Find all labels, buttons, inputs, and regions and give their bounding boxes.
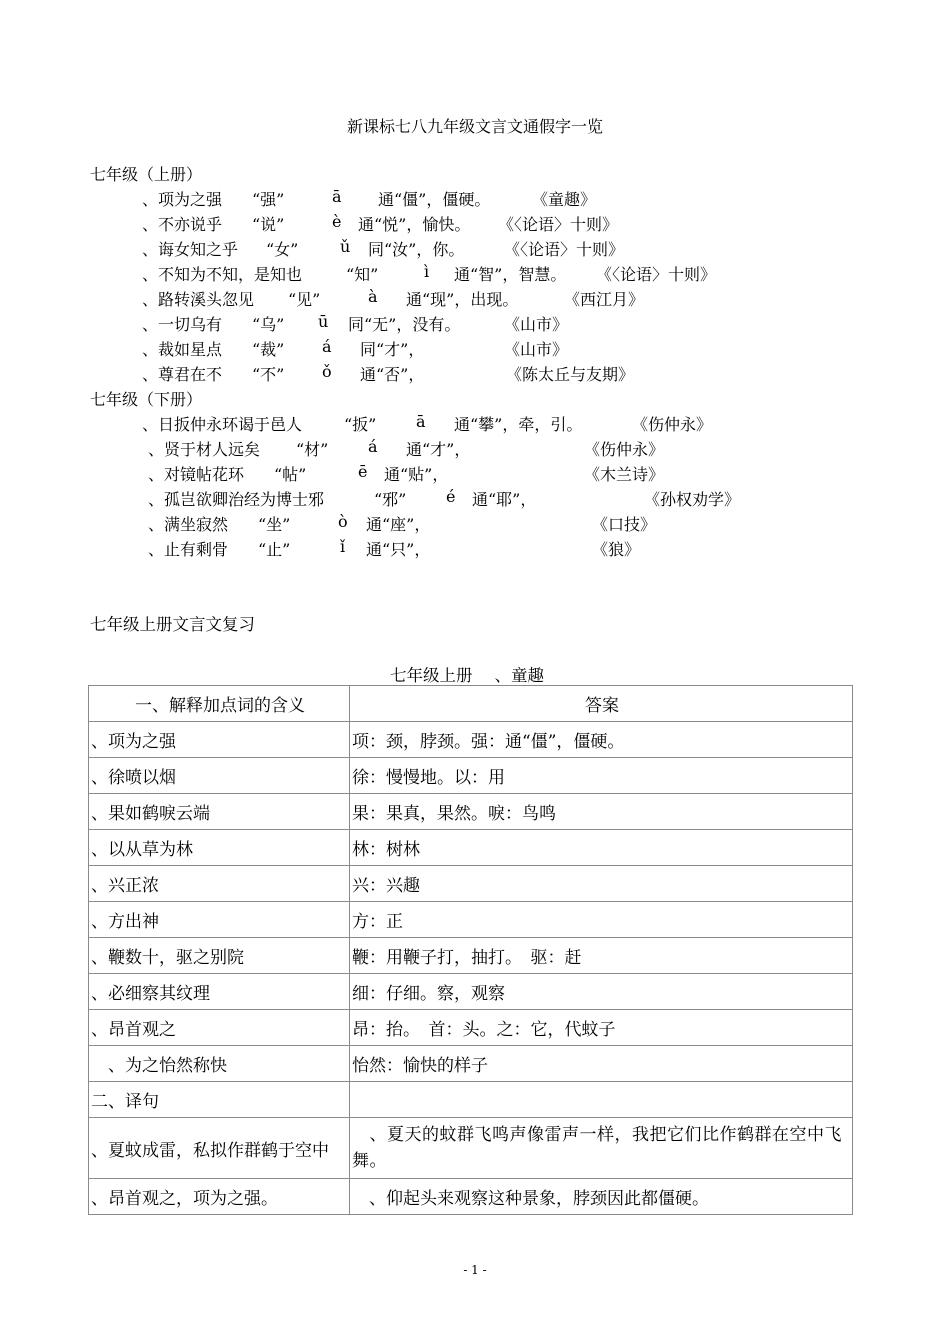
- table-row: [89, 1118, 853, 1179]
- entry-phrase: 、不知为不知，是知也: [142, 265, 303, 284]
- entry-source: 《口技》: [592, 515, 657, 534]
- question-cell: 、为之怡然称快: [89, 1046, 350, 1082]
- entry-source: 《西江月》: [564, 290, 645, 309]
- entry-source: 《山市》: [504, 340, 569, 359]
- entry-pinyin: ì: [424, 262, 430, 281]
- entry-source: 《木兰诗》: [584, 465, 665, 484]
- answer-cell: 细：仔细。察，观察: [350, 974, 853, 1010]
- entry-pinyin: ē: [358, 462, 368, 481]
- table-header-row: [89, 686, 853, 722]
- entry-phrase: 、诲女知之乎: [142, 240, 239, 259]
- section-label-translation: 二、译句: [89, 1082, 350, 1118]
- entry-meaning: 通“才”，: [406, 440, 471, 459]
- answer-cell: 徐：慢慢地。以：用: [350, 758, 853, 794]
- table-row: [89, 1010, 853, 1046]
- answer-cell: 昂：抬。 首：头。之：它，代蚊子: [350, 1010, 853, 1046]
- header-cell-question: 一、解释加点词的含义: [89, 686, 350, 722]
- question-cell: 、徐喷以烟: [89, 758, 350, 794]
- entry-phrase: 、裁如星点: [142, 340, 223, 359]
- entry-meaning: 通“攀”，牵，引。: [454, 415, 583, 434]
- entry-pinyin: á: [368, 437, 378, 456]
- entry-phrase: 、项为之强: [142, 190, 223, 209]
- entry-source: 《伤仲永》: [584, 440, 665, 459]
- question-cell: 、必细察其纹理: [89, 974, 350, 1010]
- answer-cell: 、仰起头来观察这种景象，脖颈因此都僵硬。: [350, 1179, 853, 1215]
- entry-meaning: 通“座”，: [366, 515, 431, 534]
- empty-cell: [350, 1082, 853, 1118]
- answer-cell: 林：树林: [350, 830, 853, 866]
- entry-phrase: 、日扳仲永环谒于邑人: [142, 415, 303, 434]
- entry-pinyin: é: [446, 487, 456, 506]
- entry-source: 《〈论语〉十则》: [504, 240, 625, 259]
- entry-source: 《伤仲永》: [632, 415, 713, 434]
- entry-phrase: 、对镜帖花环: [148, 465, 245, 484]
- entry-source: 《〈论语〉十则》: [596, 265, 717, 284]
- entry-phrase: 、孤岂欲卿治经为博士邪: [148, 490, 325, 509]
- entry-char: “材”: [296, 440, 329, 459]
- table-row: [89, 974, 853, 1010]
- question-cell: 、兴正浓: [89, 866, 350, 902]
- answer-cell: 果：果真，果然。唳：鸟鸣: [350, 794, 853, 830]
- entry-meaning: 通“智”，智慧。: [454, 265, 567, 284]
- page-number: - 1 -: [463, 1263, 487, 1277]
- entry-meaning: 同“汝”，你。: [368, 240, 465, 259]
- entry-char: “止”: [258, 540, 291, 559]
- entry-char: “强”: [252, 190, 285, 209]
- entry-meaning: 通“否”，: [360, 365, 425, 384]
- entry-source: 《孙权劝学》: [644, 490, 741, 509]
- answer-cell: 项：颈，脖颈。强：通“僵”，僵硬。: [350, 722, 853, 758]
- table-row: [89, 830, 853, 866]
- entry-pinyin: ū: [318, 312, 329, 331]
- answer-cell: 鞭：用鞭子打，抽打。 驱：赶: [350, 938, 853, 974]
- question-cell: 、昂首观之，项为之强。: [89, 1179, 350, 1215]
- entry-char: “乌”: [252, 315, 285, 334]
- answer-cell: [350, 1118, 853, 1179]
- entry-phrase: 、尊君在不: [142, 365, 223, 384]
- header-cell-answer: 答案: [350, 686, 853, 722]
- entry-meaning: 通“现”，出现。: [406, 290, 519, 309]
- entry-phrase: 、止有剩骨: [148, 540, 229, 559]
- table-title-lesson: 、童趣: [494, 666, 544, 685]
- entry-pinyin: ò: [338, 512, 348, 531]
- review-table: [88, 685, 853, 1215]
- entry-char: “帖”: [274, 465, 307, 484]
- entry-phrase: 、满坐寂然: [148, 515, 229, 534]
- entry-pinyin: è: [332, 212, 342, 231]
- entry-phrase: 、不亦说乎: [142, 215, 223, 234]
- table-row: [89, 794, 853, 830]
- review-title: 七年级上册文言文复习: [90, 615, 255, 634]
- table-row: [89, 722, 853, 758]
- table-title: [390, 662, 544, 686]
- table-section-row: [89, 1082, 853, 1118]
- entry-meaning: 通“悦”，愉快。: [358, 215, 471, 234]
- question-cell: 、项为之强: [89, 722, 350, 758]
- entry-phrase: 、贤于材人远矣: [148, 440, 261, 459]
- table-row: [89, 1046, 853, 1082]
- entry-char: “知”: [346, 265, 379, 284]
- entry-char: “女”: [266, 240, 299, 259]
- entry-meaning: 通“贴”，: [384, 465, 449, 484]
- page-title: 新课标七八九年级文言文通假字一览: [346, 117, 603, 136]
- table-row: [89, 938, 853, 974]
- entry-pinyin: á: [322, 337, 332, 356]
- entry-phrase: 、一切乌有: [142, 315, 223, 334]
- entry-meaning: 通“只”，: [366, 540, 431, 559]
- entry-meaning: 通“僵”，僵硬。: [378, 190, 491, 209]
- entry-pinyin: à: [368, 287, 378, 306]
- entry-pinyin: ā: [416, 412, 426, 431]
- question-cell: 、果如鹤唳云端: [89, 794, 350, 830]
- question-cell: 、夏蚊成雷，私拟作群鹤于空中: [89, 1118, 350, 1179]
- entry-phrase: 、路转溪头忽见: [142, 290, 255, 309]
- table-row: [89, 1179, 853, 1215]
- entry-source: 《陈太丘与友期》: [506, 365, 635, 384]
- table-row: [89, 866, 853, 902]
- table-row: [89, 758, 853, 794]
- entry-source: 《童趣》: [532, 190, 597, 209]
- answer-cell: 兴：兴趣: [350, 866, 853, 902]
- entry-char: “裁”: [252, 340, 285, 359]
- entry-pinyin: ǐ: [340, 537, 346, 556]
- entry-char: “不”: [252, 365, 285, 384]
- question-cell: 、方出神: [89, 902, 350, 938]
- entry-char: “扳”: [344, 415, 377, 434]
- entry-pinyin: ǒ: [322, 362, 332, 381]
- entry-source: 《〈论语〉十则》: [498, 215, 619, 234]
- entry-pinyin: ā: [332, 187, 342, 206]
- entry-pinyin: ǔ: [340, 237, 351, 256]
- entry-source: 《山市》: [504, 315, 569, 334]
- entry-char: “说”: [252, 215, 285, 234]
- entry-meaning: 同“无”，没有。: [348, 315, 461, 334]
- answer-cell: 方：正: [350, 902, 853, 938]
- answer-cell: 怡然：愉快的样子: [350, 1046, 853, 1082]
- question-cell: 、以从草为林: [89, 830, 350, 866]
- entry-meaning: 通“耶”，: [472, 490, 537, 509]
- table-title-grade: 七年级上册: [390, 666, 473, 685]
- question-cell: 、鞭数十，驱之别院: [89, 938, 350, 974]
- entry-meaning: 同“才”，: [360, 340, 425, 359]
- entry-char: “邪”: [374, 490, 407, 509]
- section-heading-grade7-vol1: 七年级（上册）: [90, 165, 203, 184]
- entry-char: “坐”: [258, 515, 291, 534]
- table-row: [89, 902, 853, 938]
- answer-text: 、夏天的蚊群飞鸣声像雷声一样，我把它们比作鹤群在空中飞舞。: [352, 1125, 842, 1171]
- entry-source: 《狼》: [592, 540, 641, 559]
- entry-char: “见”: [288, 290, 321, 309]
- section-heading-grade7-vol2: 七年级（下册）: [90, 390, 203, 409]
- question-cell: 、昂首观之: [89, 1010, 350, 1046]
